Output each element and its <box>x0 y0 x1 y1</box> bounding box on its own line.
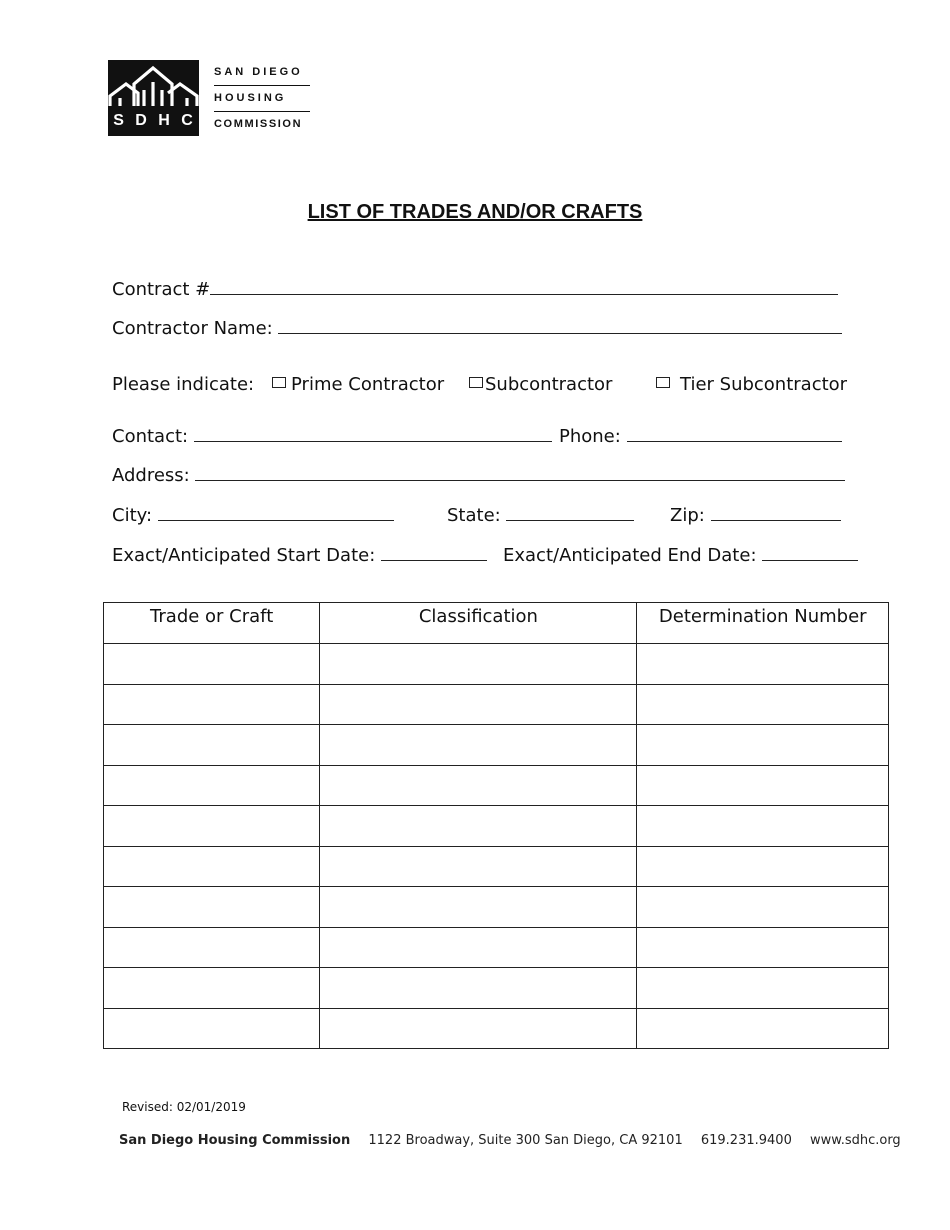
classification-cell[interactable] <box>320 1008 637 1049</box>
trade-cell[interactable] <box>104 765 320 806</box>
header-classification: Classification <box>320 603 637 644</box>
table-row <box>104 806 889 847</box>
trades-table <box>103 602 889 1049</box>
phone-label: Phone: <box>559 426 621 447</box>
trade-cell[interactable] <box>104 846 320 887</box>
footer-address: 1122 Broadway, Suite 300 San Diego, CA 92101 <box>368 1133 683 1148</box>
indicate-label: Please indicate: <box>112 374 255 395</box>
classification-cell[interactable] <box>320 725 637 766</box>
table-row <box>104 684 889 725</box>
trade-cell[interactable] <box>104 725 320 766</box>
table-row <box>104 887 889 928</box>
classification-cell[interactable] <box>320 846 637 887</box>
option-label: Tier Subcontractor <box>680 374 848 395</box>
end-date-field[interactable] <box>762 542 858 561</box>
logo-letter: H <box>158 112 171 129</box>
logo-line-san-diego: SAN DIEGO <box>214 60 310 86</box>
footer <box>119 1133 915 1148</box>
header-determination-number: Determination Number <box>637 603 889 644</box>
start-date-label: Exact/Anticipated Start Date: <box>112 545 376 566</box>
determination-cell[interactable] <box>637 846 889 887</box>
determination-cell[interactable] <box>637 806 889 847</box>
determination-cell[interactable] <box>637 887 889 928</box>
determination-cell[interactable] <box>637 1008 889 1049</box>
revised-date: Revised: 02/01/2019 <box>122 1100 246 1114</box>
table-row <box>104 725 889 766</box>
logo-mark <box>108 60 199 136</box>
table-row <box>104 968 889 1009</box>
classification-cell[interactable] <box>320 887 637 928</box>
logo-line-commission: COMMISSION <box>214 118 303 130</box>
option-label: Subcontractor <box>485 374 613 395</box>
phone-field[interactable] <box>627 423 842 442</box>
table-row <box>104 765 889 806</box>
trade-cell[interactable] <box>104 644 320 685</box>
dates-row <box>112 542 862 566</box>
contractor-name-label: Contractor Name: <box>112 318 273 339</box>
determination-cell[interactable] <box>637 644 889 685</box>
logo-letter: C <box>181 112 194 129</box>
logo-wordmark <box>214 60 310 137</box>
table-row <box>104 644 889 685</box>
determination-cell[interactable] <box>637 968 889 1009</box>
footer-phone: 619.231.9400 <box>700 1133 792 1148</box>
checkbox-icon[interactable] <box>469 377 483 388</box>
footer-website[interactable]: www.sdhc.org <box>809 1133 901 1148</box>
city-state-zip-row <box>112 502 852 526</box>
trade-cell[interactable] <box>104 684 320 725</box>
city-field[interactable] <box>158 502 394 521</box>
trade-cell[interactable] <box>104 968 320 1009</box>
trade-cell[interactable] <box>104 927 320 968</box>
table-row <box>104 846 889 887</box>
footer-org-name: San Diego Housing Commission <box>119 1133 351 1148</box>
determination-cell[interactable] <box>637 684 889 725</box>
state-label: State: <box>447 505 501 526</box>
address-label: Address: <box>112 465 190 486</box>
option-prime-contractor[interactable] <box>272 374 444 396</box>
header-trade-or-craft: Trade or Craft <box>104 603 320 644</box>
classification-cell[interactable] <box>320 927 637 968</box>
zip-label: Zip: <box>670 505 705 526</box>
determination-cell[interactable] <box>637 765 889 806</box>
contact-label: Contact: <box>112 426 189 447</box>
classification-cell[interactable] <box>320 644 637 685</box>
trade-cell[interactable] <box>104 806 320 847</box>
option-tier-subcontractor[interactable] <box>656 374 847 396</box>
logo-letters <box>108 112 199 130</box>
classification-cell[interactable] <box>320 806 637 847</box>
table-header-row <box>104 603 889 644</box>
contractor-name-field[interactable] <box>278 315 842 334</box>
zip-field[interactable] <box>711 502 841 521</box>
contractor-name-row <box>112 315 842 340</box>
table-row <box>104 1008 889 1049</box>
contact-field[interactable] <box>194 423 552 442</box>
classification-cell[interactable] <box>320 684 637 725</box>
contract-number-field[interactable] <box>210 276 838 295</box>
classification-cell[interactable] <box>320 765 637 806</box>
trade-cell[interactable] <box>104 1008 320 1049</box>
address-row <box>112 462 845 487</box>
trade-cell[interactable] <box>104 887 320 928</box>
address-field[interactable] <box>195 462 845 481</box>
end-date-label: Exact/Anticipated End Date: <box>503 545 757 566</box>
option-subcontractor[interactable] <box>469 374 612 396</box>
checkbox-icon[interactable] <box>656 377 670 388</box>
contact-phone-row <box>112 423 852 447</box>
classification-cell[interactable] <box>320 968 637 1009</box>
contractor-type-row <box>112 374 852 398</box>
houses-icon <box>108 60 199 110</box>
contract-number-label: Contract # <box>112 279 211 300</box>
option-label: Prime Contractor <box>291 374 445 395</box>
determination-cell[interactable] <box>637 927 889 968</box>
logo-letter: D <box>135 112 148 129</box>
logo-letter: S <box>113 112 125 129</box>
table-row <box>104 927 889 968</box>
logo-line-housing: HOUSING <box>214 86 310 112</box>
city-label: City: <box>112 505 153 526</box>
checkbox-icon[interactable] <box>272 377 286 388</box>
determination-cell[interactable] <box>637 725 889 766</box>
state-field[interactable] <box>506 502 634 521</box>
page-title: LIST OF TRADES AND/OR CRAFTS <box>307 201 643 223</box>
sdhc-logo <box>108 60 308 136</box>
contract-number-row <box>112 276 838 301</box>
start-date-field[interactable] <box>381 542 487 561</box>
